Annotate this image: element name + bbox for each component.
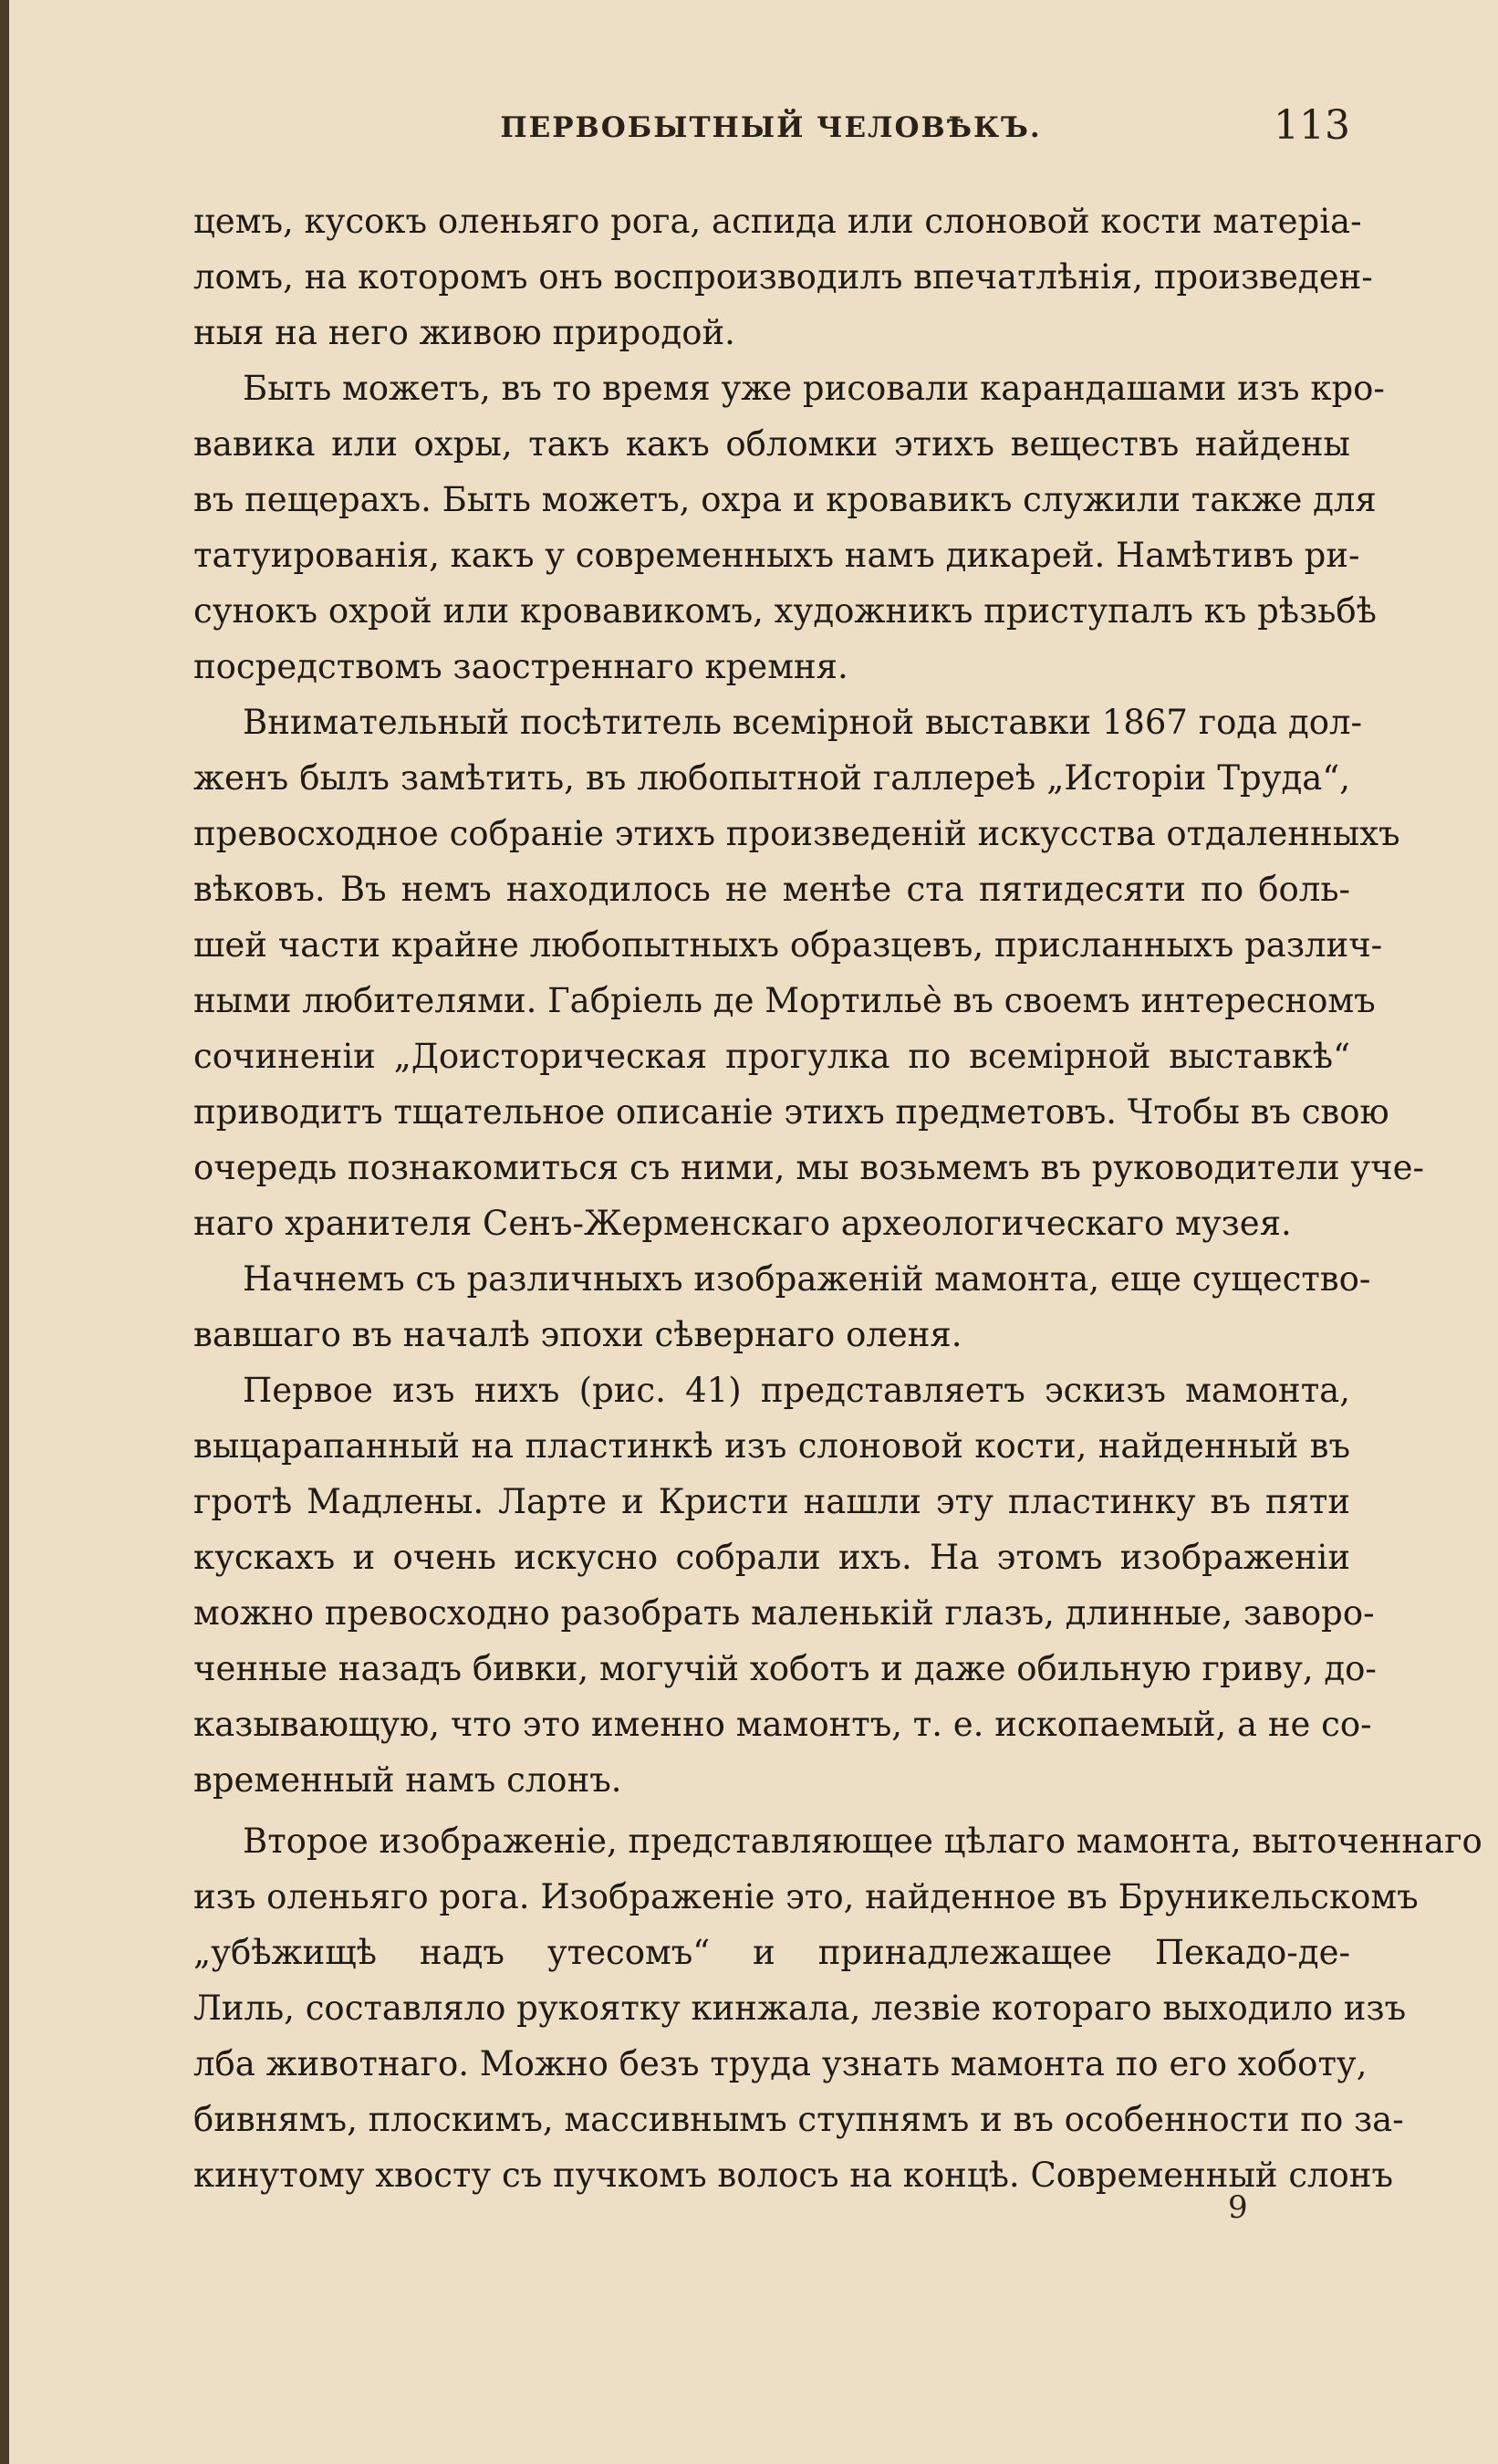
text-line: выцарапанный на пластинкѣ изъ слоновой кости, найденный въ: [193, 1426, 1350, 1466]
text-line: Начнемъ съ различныхъ изображеній мамонта, еще существо-: [243, 1259, 1371, 1299]
text-line: женъ былъ замѣтить, въ любопытной галлереѣ „Исторіи Труда“,: [193, 758, 1350, 798]
text-line: вѣковъ. Въ немъ находилось не менѣе ста пятидесяти по боль-: [193, 870, 1350, 909]
text-line: ломъ, на которомъ онъ воспроизводилъ впечатлѣнія, произведен-: [193, 257, 1373, 297]
text-line: Внимательный посѣтитель всемірной выставки 1867 года дол-: [243, 703, 1363, 742]
text-line: „убѣжищѣ надъ утесомъ“ и принадлежащее Пекадо-де-: [193, 1933, 1350, 1972]
text-line: можно превосходно разобрать маленькій глазъ, длинные, заворо-: [193, 1593, 1375, 1633]
running-title: ПЕРВОБЫТНЫЙ ЧЕЛОВѢКЪ.: [500, 111, 1042, 144]
text-line: гротѣ Мадлены. Ларте и Кристи нашли эту пластинку въ пяти: [193, 1482, 1350, 1521]
text-line: ченные назадъ бивки, могучій хоботъ и даже обильную гриву, до-: [193, 1649, 1377, 1688]
text-line: бивнямъ, плоскимъ, массивнымъ ступнямъ и въ особенности по за-: [193, 2100, 1404, 2139]
signature-mark: 9: [1228, 2189, 1248, 2226]
text-line: очередь познакомиться съ ними, мы возьмемъ въ руководители уче-: [193, 1148, 1424, 1187]
text-line: татуированія, какъ у современныхъ намъ дикарей. Намѣтивъ ри-: [193, 536, 1360, 575]
page-number: 113: [1274, 102, 1350, 149]
text-line: вавика или охры, такъ какъ обломки этихъ веществъ найдены: [193, 424, 1350, 464]
text-line: вавшаго въ началѣ эпохи сѣвернаго оленя.: [193, 1315, 962, 1354]
text-line: превосходное собраніе этихъ произведеній искусства отдаленныхъ: [193, 814, 1400, 853]
text-line: приводитъ тщательное описаніе этихъ предметовъ. Чтобы въ свою: [193, 1092, 1389, 1132]
text-line: цемъ, кусокъ оленьяго рога, аспида или слоновой кости матеріа-: [193, 202, 1362, 241]
page-header: [192, 99, 1350, 153]
body-text: [193, 193, 1482, 2203]
text-line: Первое изъ нихъ (рис. 41) представляетъ эскизъ мамонта,: [243, 1371, 1350, 1410]
text-line: кускахъ и очень искусно собрали ихъ. На этомъ изображеніи: [193, 1538, 1350, 1577]
text-line: Быть можетъ, въ то время уже рисовали карандашами изъ кро-: [243, 369, 1385, 408]
text-line: временный намъ слонъ.: [193, 1760, 622, 1800]
text-line: шей части крайне любопытныхъ образцевъ, присланныхъ различ-: [193, 925, 1383, 965]
text-line: Лиль, составляло рукоятку кинжала, лезвіе котораго выходило изъ: [193, 1989, 1407, 2028]
text-line: кинутому хвосту съ пучкомъ волосъ на концѣ. Современный слонъ: [193, 2156, 1394, 2195]
text-line: ныя на него живою природой.: [193, 313, 735, 352]
text-line: посредствомъ заостреннаго кремня.: [193, 647, 848, 686]
text-line: ными любителями. Габріель де Мортильѐ въ своемъ интересномъ: [193, 981, 1376, 1020]
text-line: Второе изображеніе, представляющее цѣлаго мамонта, выточеннаго: [243, 1822, 1482, 1861]
text-line: лба животнаго. Можно безъ труда узнать мамонта по его хоботу,: [193, 2044, 1368, 2083]
text-line: изъ оленьяго рога. Изображеніе это, найденное въ Бруникельскомъ: [193, 1877, 1419, 1916]
text-line: сочиненіи „Доисторическая прогулка по всемірной выставкѣ“: [193, 1037, 1350, 1076]
text-line: казывающую, что это именно мамонтъ, т. е. ископаемый, а не со-: [193, 1705, 1372, 1744]
text-line: сунокъ охрой или кровавикомъ, художникъ приступалъ къ рѣзьбѣ: [193, 591, 1377, 631]
text-line: въ пещерахъ. Быть можетъ, охра и кровавикъ служили также для: [193, 480, 1377, 519]
text-line: наго хранителя Сенъ-Жерменскаго археологическаго музея.: [193, 1204, 1292, 1243]
